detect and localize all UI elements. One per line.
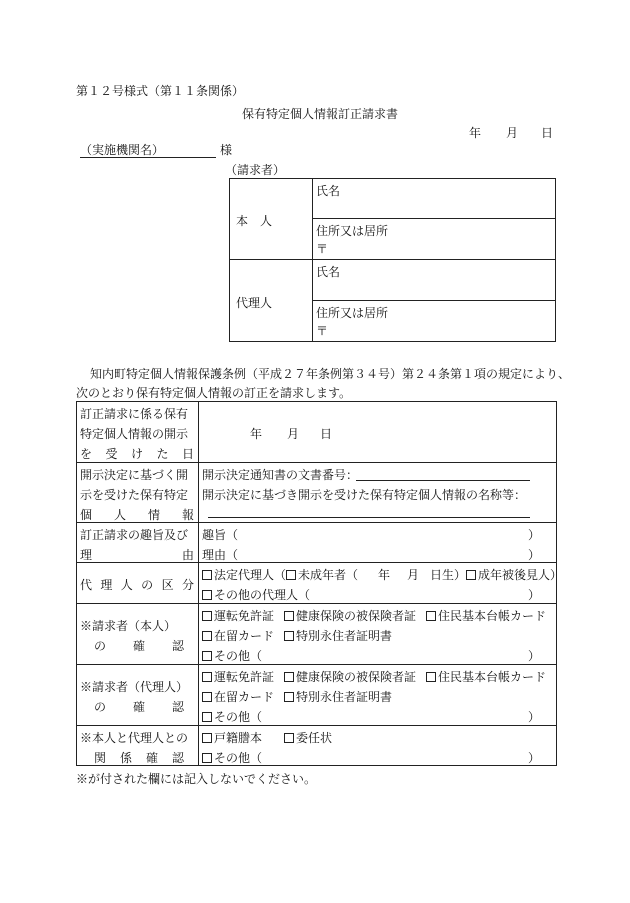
self-resident-card-checkbox[interactable] (426, 611, 436, 621)
purpose-close: ） (528, 528, 541, 542)
disclosure-month: 月 (287, 427, 300, 441)
other-agent-checkbox[interactable] (202, 590, 212, 600)
addressee-honorific: 様 (220, 143, 233, 157)
relation-other: その他（ (202, 749, 262, 766)
agent-special-permanent-checkbox[interactable] (284, 692, 294, 702)
agent-address-label: 住所又は居所 (316, 306, 389, 320)
relation-other-close: ） (528, 751, 541, 765)
requester-table (229, 178, 556, 342)
agent-postal-mark: 〒 (316, 324, 329, 338)
form-title: 保有特定個人情報訂正請求書 (242, 107, 399, 121)
date-year: 年 (469, 126, 482, 140)
verify-self-label-2: の 確 認 (94, 639, 184, 653)
legal-agent-checkbox[interactable] (202, 570, 212, 580)
requester-col-divider (312, 178, 313, 342)
disclosure-day: 日 (320, 427, 333, 441)
disclosed-info-label-2: 示を受けた保有特定 (80, 488, 189, 502)
minor-checkbox[interactable] (286, 570, 296, 580)
row-divider-6 (76, 725, 557, 726)
agent-label: 代理人 (236, 296, 273, 310)
agent-inner-divider (312, 300, 556, 301)
self-label: 本 人 (236, 214, 273, 228)
verify-self-label-1: ※請求者（本人） (80, 619, 177, 633)
relation-label-1: ※本人と代理人との (80, 731, 189, 745)
date-day: 日 (541, 126, 554, 140)
relation-label-2: 関 係 確 認 (94, 751, 184, 765)
self-postal-mark: 〒 (316, 242, 329, 256)
verify-agent-label-2: の 確 認 (94, 700, 184, 714)
legal-agent-option: 法定代理人（ 未成年者（ (202, 566, 358, 583)
family-register-checkbox[interactable] (202, 733, 212, 743)
self-residence-card-checkbox[interactable] (202, 631, 212, 641)
agent-license-checkbox[interactable] (202, 672, 212, 682)
info-name-line (208, 517, 530, 518)
self-name-label: 氏名 (316, 184, 341, 198)
self-special-permanent-checkbox[interactable] (284, 631, 294, 641)
reason-label: 理由（ (202, 548, 239, 562)
verify-self-resident-card: 住民基本台帳カード (426, 607, 546, 624)
verify-self-special-permanent: 特別永住者証明書 (284, 627, 392, 644)
addressee-underline (80, 157, 216, 158)
footnote: ※が付された欄には記入しないでください。 (76, 772, 317, 786)
disclosure-date-label-2: 特定個人情報の開示 (80, 427, 189, 441)
preamble-line1: 知内町特定個人情報保護条例（平成２７年条例第３４号）第２４条第１項の規定により、 (90, 367, 571, 381)
verify-self-options-1: 運転免許証 (202, 607, 274, 624)
self-insurance-checkbox[interactable] (284, 611, 294, 621)
doc-number-label: 開示決定通知書の文書番号： (202, 468, 359, 482)
self-inner-divider (312, 218, 556, 219)
purpose-label: 趣旨（ (202, 528, 239, 542)
verify-agent-other: その他（ (202, 708, 262, 725)
addressee-name: （実施機関名） (80, 143, 165, 157)
birth-year: 年 (378, 568, 391, 582)
relation-other-checkbox[interactable] (202, 753, 212, 763)
info-name-label: 開示決定に基づき開示を受けた保有特定個人情報の名称等： (202, 488, 527, 502)
disclosed-info-label-3: 個 人 情 報 (80, 508, 194, 522)
other-agent-close: ） (528, 588, 541, 602)
self-other-checkbox[interactable] (202, 651, 212, 661)
verify-agent-other-close: ） (528, 710, 541, 724)
doc-number-line (356, 480, 530, 481)
date-month: 月 (506, 126, 519, 140)
birth-month: 月 (407, 568, 420, 582)
adult-ward-option: 日生） 成年被後見人） (430, 568, 563, 582)
row-divider-4 (76, 603, 557, 604)
form-number: 第１２号様式（第１１条関係） (76, 84, 245, 98)
verify-agent-residence-card: 在留カード (202, 688, 274, 705)
verify-self-residence-card: 在留カード (202, 627, 274, 644)
row-divider-1 (76, 462, 557, 463)
requester-label: （請求者） (225, 163, 286, 177)
disclosed-info-label-1: 開示決定に基づく開 (80, 468, 189, 482)
relation-family-register: 戸籍謄本 (202, 729, 262, 746)
power-of-attorney-checkbox[interactable] (284, 733, 294, 743)
agent-name-label: 氏名 (316, 265, 341, 279)
adult-ward-checkbox[interactable] (466, 570, 476, 580)
reason-close: ） (528, 548, 541, 562)
main-col-divider (198, 401, 199, 766)
other-agent-option: その他の代理人（ (202, 586, 310, 603)
self-address-label: 住所又は居所 (316, 224, 389, 238)
verify-self-other: その他（ (202, 647, 262, 664)
agent-resident-card-checkbox[interactable] (426, 672, 436, 682)
requester-row-divider (229, 259, 556, 260)
verify-agent-license: 運転免許証 (202, 668, 274, 685)
verify-agent-insurance: 健康保険の被保険者証 (284, 668, 416, 685)
verify-agent-resident-card: 住民基本台帳カード (426, 668, 546, 685)
preamble-line2: 次のとおり保有特定個人情報の訂正を請求します。 (76, 386, 352, 400)
reason-label-2: 理 由 (80, 548, 194, 562)
disclosure-date-label-1: 訂正請求に係る保有 (80, 407, 189, 421)
agent-type-label: 代 理 人 の 区 分 (80, 578, 194, 592)
verify-agent-label-1: ※請求者（代理人） (80, 680, 189, 694)
disclosure-year: 年 (250, 427, 263, 441)
disclosure-date-label-3: を 受 け た 日 (80, 447, 194, 461)
agent-other-checkbox[interactable] (202, 712, 212, 722)
relation-power-of-attorney: 委任状 (284, 729, 332, 746)
verify-self-other-close: ） (528, 649, 541, 663)
verify-self-insurance: 健康保険の被保険者証 (284, 607, 416, 624)
reason-label-1: 訂正請求の趣旨及び (80, 528, 189, 542)
verify-agent-special-permanent: 特別永住者証明書 (284, 688, 392, 705)
agent-residence-card-checkbox[interactable] (202, 692, 212, 702)
agent-insurance-checkbox[interactable] (284, 672, 294, 682)
self-license-checkbox[interactable] (202, 611, 212, 621)
row-divider-5 (76, 664, 557, 665)
